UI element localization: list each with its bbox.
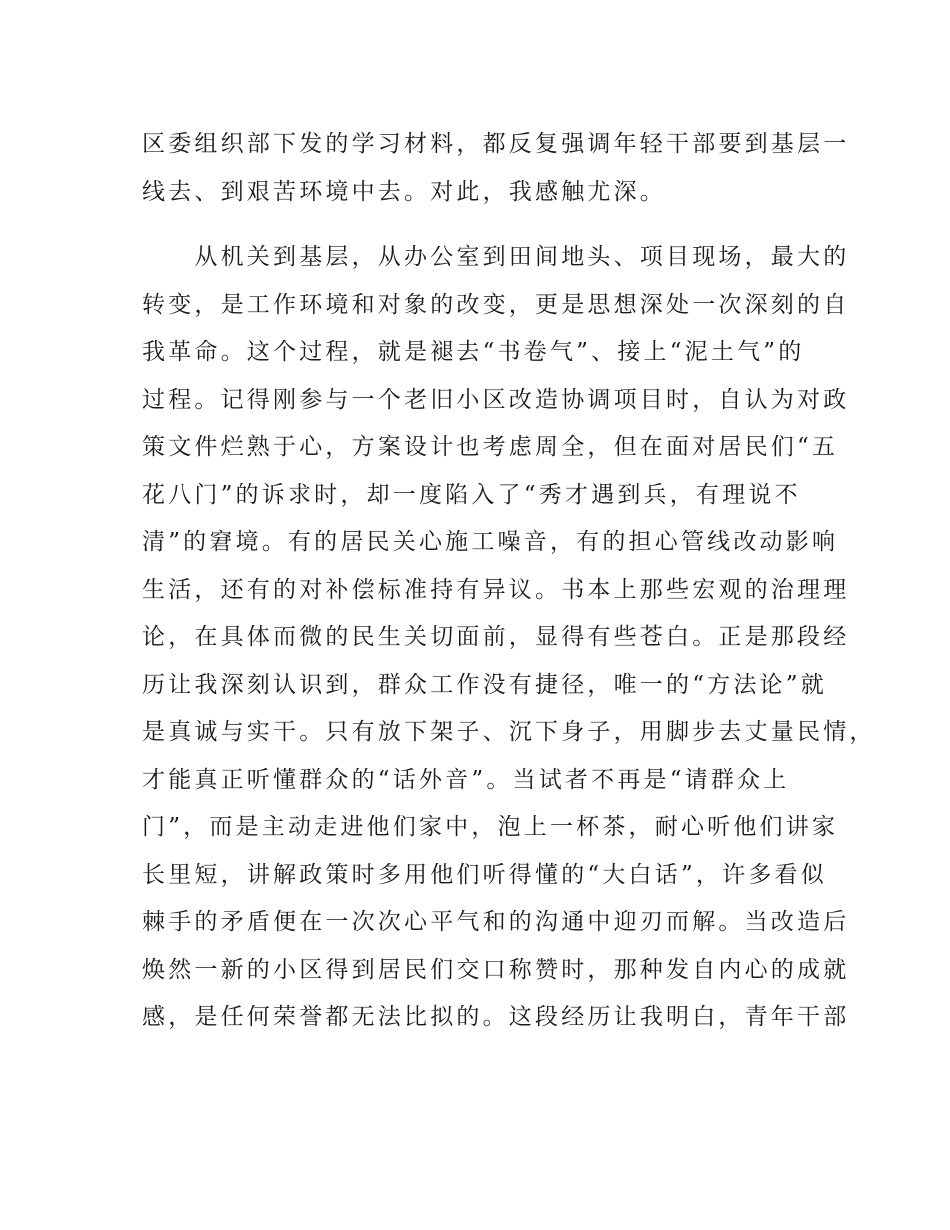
text-line: 历让我深刻认识到，群众工作没有捷径，唯一的“方法论”就: [142, 671, 827, 698]
text-line: 是真诚与实干。只有放下架子、沉下身子，用脚步去丈量民情，: [142, 719, 876, 745]
text-line: 过程。记得刚参与一个老旧小区改造协调项目时，自认为对政: [142, 386, 850, 413]
text-line: 门”，而是主动走进他们家中，泡上一杯茶，耐心听他们讲家: [142, 814, 839, 840]
paragraph-1: [142, 121, 850, 216]
text-line: 花八门”的诉求时，却一度陷入了“秀才遇到兵，有理说不: [142, 481, 801, 508]
text-line: 我革命。这个过程，就是褪去“书卷气”、接上“泥土气”的: [142, 339, 805, 365]
text-line: 策文件烂熟于心，方案设计也考虑周全，但在面对居民们“五: [142, 434, 839, 460]
text-line: 棘手的矛盾便在一次次心平气和的沟通中迎刃而解。当改造后: [142, 909, 850, 935]
text-line: 从机关到基层，从办公室到田间地头、项目现场，最大的: [142, 244, 850, 270]
text-line: 论，在具体而微的民生关切面前，显得有些苍白。正是那段经: [142, 624, 850, 650]
text-line: 线去、到艰苦环境中去。对此，我感触尤深。: [142, 178, 666, 205]
text-line: 焕然一新的小区得到居民们交口称赞时，那种发自内心的成就: [142, 956, 850, 983]
text-line: 生活，还有的对补偿标准持有异议。书本上那些宏观的治理理: [142, 576, 850, 603]
text-line: 长里短，讲解政策时多用他们听得懂的“大白话”，许多看似: [142, 861, 827, 888]
text-line: 区委组织部下发的学习材料，都反复强调年轻干部要到基层一: [142, 131, 850, 157]
text-line: 转变，是工作环境和对象的改变，更是思想深处一次深刻的自: [142, 291, 850, 318]
text-line: 才能真正听懂群众的“话外音”。当试者不再是“请群众上: [142, 766, 790, 793]
text-line: 清”的窘境。有的居民关心施工噪音，有的担心管线改动影响: [142, 529, 839, 555]
text-line: 感，是任何荣誉都无法比拟的。这段经历让我明白，青年干部: [142, 1004, 850, 1030]
paragraph-2: [142, 234, 876, 1042]
